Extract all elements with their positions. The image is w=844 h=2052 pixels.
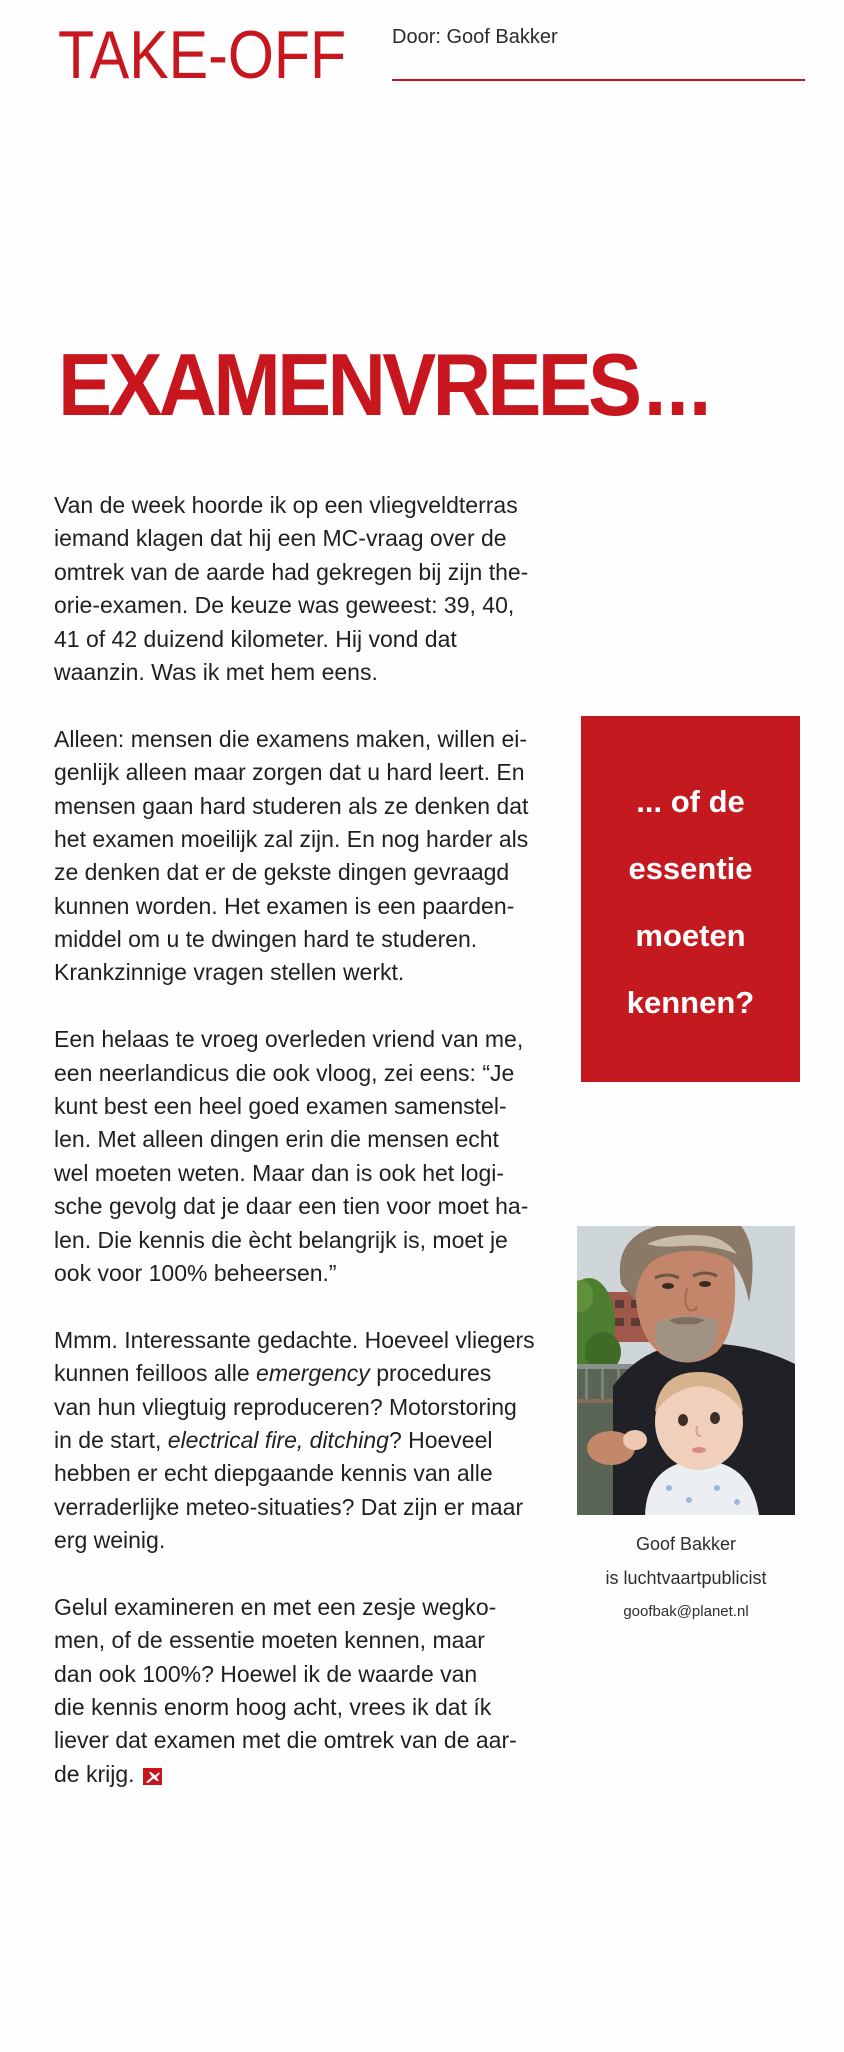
- paragraph: [54, 489, 579, 689]
- body-line: kunnen worden. Het examen is een paarden-: [54, 892, 515, 919]
- body-line: verraderlijke meteo-situaties? Dat zijn er maar: [54, 1493, 524, 1520]
- body-line: hebben er echt diepgaande kennis van alle: [54, 1460, 493, 1487]
- article-title-ellipsis: ...: [643, 335, 712, 434]
- body-line: een neerlandicus die ook vloog, zei eens: “Je: [54, 1059, 515, 1086]
- body-line: kunt best een heel goed examen samenstel-: [54, 1093, 507, 1120]
- emphasized-term: emergency: [256, 1360, 370, 1387]
- pull-quote: [581, 716, 800, 1082]
- body-line: iemand klagen dat hij een MC-vraag over de: [54, 525, 507, 552]
- paragraph: [54, 1023, 579, 1290]
- body-line: mensen gaan hard studeren als ze denken dat: [54, 792, 529, 819]
- pull-quote-line: ... of de: [636, 784, 745, 819]
- body-line: Alleen: mensen die examens maken, willen ei-: [54, 725, 528, 752]
- body-line: [54, 1357, 579, 1390]
- line-text: ? Hoeveel: [388, 1426, 493, 1453]
- author-email: goofbak@planet.nl: [623, 1603, 749, 1620]
- body-line: [54, 1758, 579, 1791]
- author-name: Goof Bakker: [635, 1534, 737, 1554]
- line-text: procedures: [369, 1360, 492, 1387]
- author-photo: [577, 1226, 795, 1515]
- body-line: van hun vliegtuig reproduceren? Motorstoring: [54, 1393, 517, 1420]
- section-title: TAKE-OFF: [58, 17, 347, 93]
- paragraph: [54, 1324, 579, 1558]
- body-line: orie-examen. De keuze was geweest: 39, 40,: [54, 592, 515, 619]
- body-line: die kennis enorm hoog acht, vrees ik dat ík: [54, 1694, 492, 1721]
- byline-rule: [392, 79, 805, 81]
- body-line: middel om u te dwingen hard te studeren.: [54, 926, 478, 953]
- paragraph: [54, 723, 579, 990]
- body-line: waanzin. Was ik met hem eens.: [54, 658, 378, 685]
- body-line: Mmm. Interessante gedachte. Hoeveel vliegers: [54, 1326, 535, 1353]
- author-role: is luchtvaartpublicist: [605, 1568, 767, 1588]
- article-title: [58, 335, 712, 434]
- body-line: len. Met alleen dingen erin die mensen echt: [54, 1126, 499, 1153]
- body-line: Krankzinnige vragen stellen werkt.: [54, 959, 405, 986]
- body-line: [54, 1424, 579, 1457]
- body-line: 41 of 42 duizend kilometer. Hij vond dat: [54, 625, 457, 652]
- body-line: men, of de essentie moeten kennen, maar: [54, 1627, 485, 1654]
- pull-quote-line: moeten: [635, 918, 746, 953]
- line-text: kunnen feilloos alle: [54, 1360, 257, 1387]
- plane-icon: [143, 1768, 162, 1785]
- body-line: sche gevolg dat je daar een tien voor moet ha-: [54, 1193, 529, 1220]
- emphasized-term: electrical fire, ditching: [167, 1426, 389, 1453]
- body-line: omtrek van de aarde had gekregen bij zijn the-: [54, 558, 529, 585]
- author-caption: [577, 1527, 795, 1628]
- body-line: erg weinig.: [54, 1527, 166, 1554]
- body-line: Een helaas te vroeg overleden vriend van me,: [54, 1026, 524, 1053]
- body-line: len. Die kennis die ècht belangrijk is, moet je: [54, 1226, 508, 1253]
- body-line: het examen moeilijk zal zijn. En nog harder als: [54, 825, 529, 852]
- byline: Door: Goof Bakker: [392, 26, 558, 48]
- body-line: ook voor 100% beheersen.”: [54, 1259, 337, 1286]
- article-body: [54, 489, 579, 1825]
- plane-end-mark-icon: [143, 1761, 162, 1794]
- article-title-text: EXAMENVREES: [58, 335, 639, 434]
- body-line: dan ook 100%? Hoewel ik de waarde van: [54, 1660, 478, 1687]
- pull-quote-line: essentie: [628, 851, 753, 886]
- line-text: in de start,: [54, 1426, 168, 1453]
- line-text: de krijg.: [54, 1760, 135, 1787]
- body-line: genlijk alleen maar zorgen dat u hard leert. En: [54, 759, 525, 786]
- body-line: ze denken dat er de gekste dingen gevraagd: [54, 859, 510, 886]
- paragraph: [54, 1591, 579, 1791]
- body-line: wel moeten weten. Maar dan is ook het logi-: [54, 1159, 505, 1186]
- pull-quote-line: kennen?: [626, 985, 755, 1020]
- body-line: Gelul examineren en met een zesje wegko-: [54, 1593, 497, 1620]
- body-line: Van de week hoorde ik op een vliegveldterras: [54, 492, 518, 518]
- body-line: liever dat examen met die omtrek van de aar-: [54, 1727, 517, 1754]
- author-photo-image: [577, 1226, 795, 1515]
